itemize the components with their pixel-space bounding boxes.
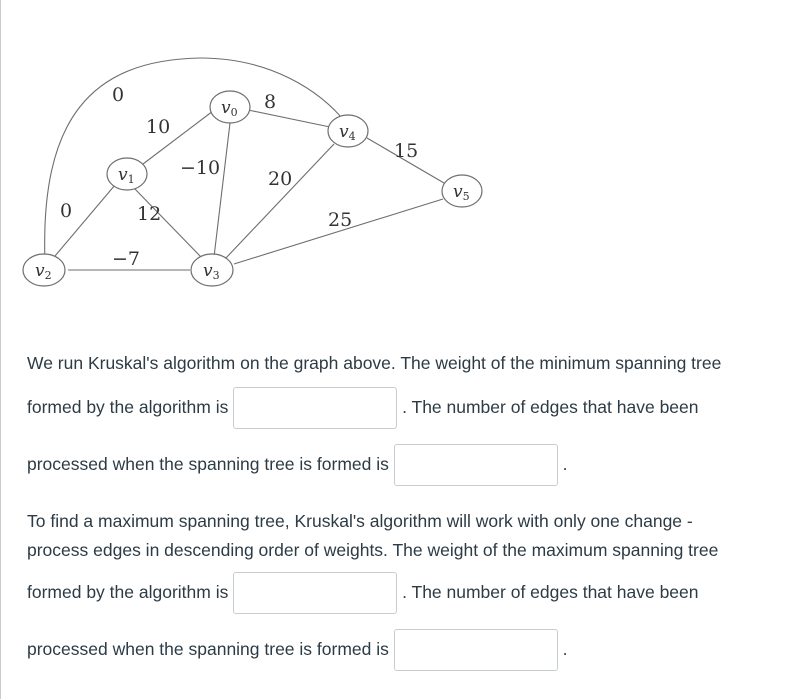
- question-text-segment: process edges in descending order of weights. The weight of the maximum spanning tree: [27, 540, 719, 560]
- question-text-segment: . The number of edges that have been: [402, 397, 699, 417]
- svg-text:v4: v4: [339, 122, 356, 143]
- maxst-edges-processed-input[interactable]: [394, 629, 558, 671]
- edge-v0-v4: [248, 110, 330, 127]
- svg-text:v2: v2: [35, 261, 52, 282]
- weight-label-v3-v5: 25: [328, 209, 353, 231]
- mst-edges-processed-input[interactable]: [394, 444, 558, 486]
- maxst-weight-input[interactable]: [233, 572, 397, 614]
- vertex-v4: [328, 115, 368, 147]
- svg-text:v0: v0: [221, 98, 238, 119]
- weight-label-v2-v3: −7: [112, 248, 141, 270]
- question-text-segment: . The number of edges that have been: [402, 582, 699, 602]
- vertex-v1: [107, 158, 147, 190]
- weight-label-v4-v3: 20: [268, 168, 293, 190]
- mst-weight-input[interactable]: [233, 387, 397, 429]
- vertex-v0: [210, 91, 250, 123]
- question-text-segment: processed when the spanning tree is formed is: [27, 454, 389, 474]
- vertex-v2: [23, 254, 65, 286]
- weight-label-v1-v3: 12: [137, 203, 162, 225]
- weight-label-v2-v4: 0: [112, 84, 125, 106]
- graph-figure: [0, 0, 811, 330]
- question-line: [27, 626, 568, 672]
- question-text-segment: processed when the spanning tree is formed is: [27, 639, 389, 659]
- edge-v0-v3: [214, 123, 230, 257]
- question-text-segment: formed by the algorithm is: [27, 582, 229, 602]
- svg-text:v3: v3: [203, 261, 220, 282]
- weight-label-v0-v4: 8: [264, 91, 277, 113]
- weight-label-v4-v5: 15: [394, 140, 419, 162]
- question-text-segment: formed by the algorithm is: [27, 397, 229, 417]
- svg-text:v5: v5: [453, 182, 470, 203]
- question-text-segment: To find a maximum spanning tree, Kruskal's algorithm will work with only one change -: [27, 511, 693, 531]
- question-line: [27, 527, 718, 573]
- weight-label-v0-v1: 10: [146, 116, 171, 138]
- svg-text:v1: v1: [118, 165, 135, 186]
- vertex-v5: [442, 175, 482, 207]
- question-text-segment: .: [562, 454, 568, 474]
- edge-v4-v3: [225, 144, 334, 259]
- question-line: [27, 340, 721, 386]
- question-text-segment: We run Kruskal's algorithm on the graph above. The weight of the minimum spanning tree: [27, 353, 722, 373]
- question-line: [27, 441, 568, 487]
- vertex-v3: [191, 254, 233, 286]
- question-line: [27, 384, 699, 430]
- weight-label-v0-v3: −10: [180, 157, 221, 179]
- weight-label-v1-v2: 0: [60, 200, 73, 222]
- question-line: [27, 569, 699, 615]
- question-text-segment: .: [562, 639, 568, 659]
